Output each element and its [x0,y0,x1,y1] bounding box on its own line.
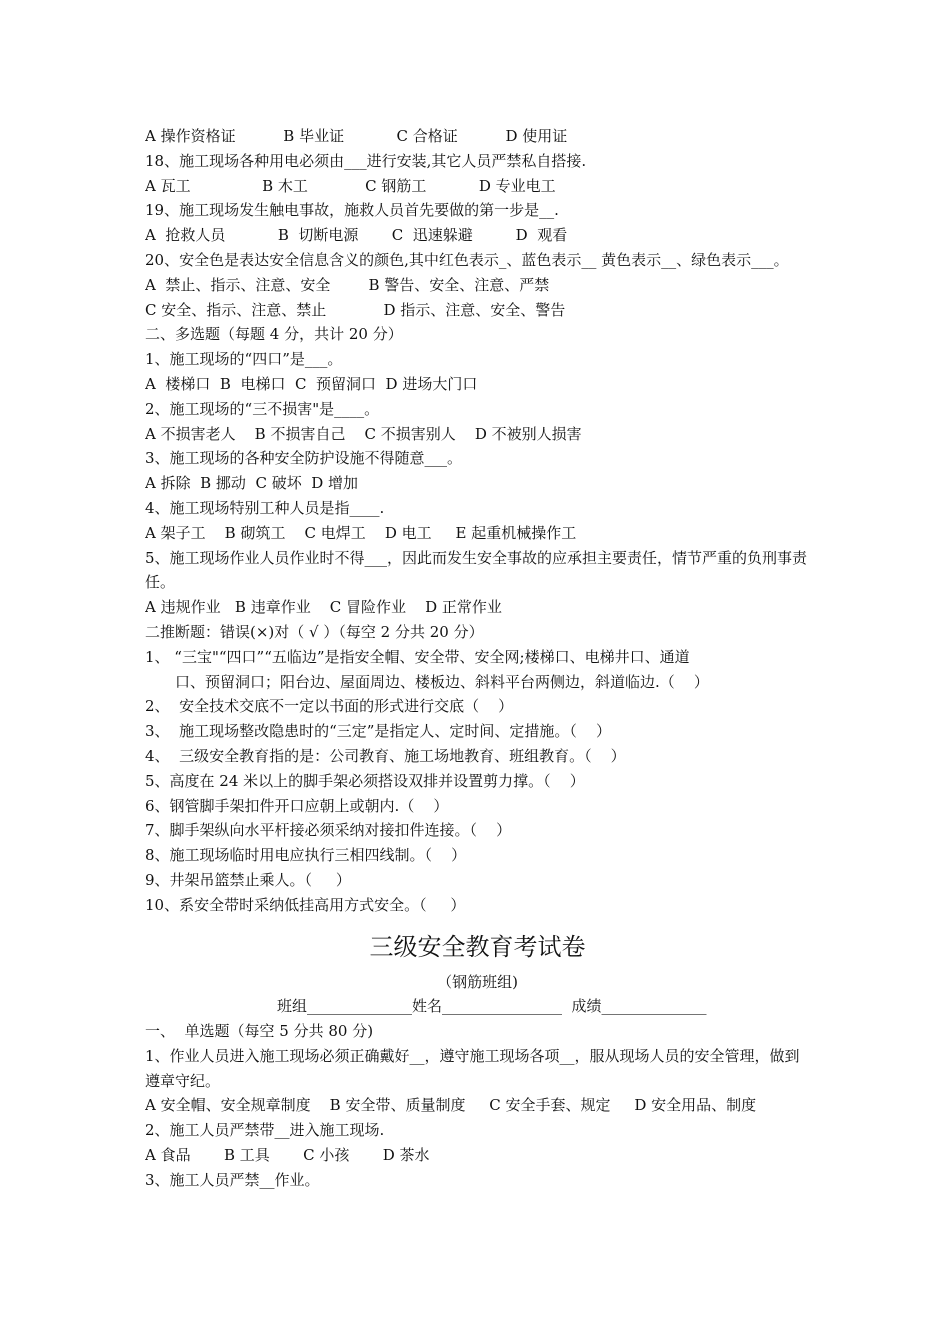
text-line: 1、施工现场的“四口”是___。 [145,350,343,369]
exam-title: 三级安全教育考试卷 [369,932,586,961]
text-line: A 瓦工 B 木工 C 钢筋工 D 专业电工 [145,176,556,195]
text-line: A 禁止、指示、注意、安全 B 警告、安全、注意、严禁 [145,275,550,294]
text-line: A 抢救人员 B 切断电源 C 迅速躲避 D 观看 [145,226,568,245]
text-line: 3、 施工现场整改隐患时的“三定”是指定人、定时间、定措施。（ ） [145,722,611,741]
document-page [145,124,810,1193]
text-line: 18、施工现场各种用电必须由___进行安装,其它人员严禁私自搭接. [145,151,587,170]
text-line: 1、作业人员进入施工现场必须正确戴好__，遵守施工现场各项__，服从现场人员的安全管理，做到遵章守纪。 [145,1046,800,1090]
text-line: 7、脚手架纵向水平杆接必须采纳对接扣件连接。（ ） [145,821,512,840]
student-info-line: 班组______________姓名________________ 成绩______________ [277,997,707,1016]
text-line: 6、钢管脚手架扣件开口应朝上或朝内.（ ） [145,796,449,815]
exam-questions-continued [145,124,810,918]
exam-subtitle: （钢筋班组) [437,972,518,991]
text-line: C 安全、指示、注意、禁止 D 指示、注意、安全、警告 [145,300,566,319]
text-line: 3、施工现场的各种安全防护设施不得随意___。 [145,449,463,468]
text-line: 一、 单选题（每空 5 分共 80 分) [145,1022,374,1041]
text-line: A 不损害老人 B 不损害自己 C 不损害别人 D 不被别人损害 [145,424,582,443]
text-line: 4、施工现场特别工种人员是指____. [145,498,385,517]
text-line: 二、多选题（每题 4 分，共计 20 分） [145,325,403,344]
text-line: 口、预留洞口；阳台边、屋面周边、楼板边、斜料平台两侧边，斜道临边.（ ） [175,672,709,691]
text-line: A 楼梯口 B 电梯口 C 预留洞口 D 进场大门口 [145,374,478,393]
text-line: A 拆除 B 挪动 C 破坏 D 增加 [145,474,359,493]
text-line: A 违规作业 B 违章作业 C 冒险作业 D 正常作业 [145,598,502,617]
text-line: A 操作资格证 B 毕业证 C 合格证 D 使用证 [145,127,568,145]
text-line: 2、施工人员严禁带__进入施工现场. [145,1121,385,1140]
text-line: 9、井架吊篮禁止乘人。（ ） [145,870,351,889]
text-line: 20、安全色是表达安全信息含义的颜色,其中红色表示_、蓝色表示__ 黄色表示__、绿色表示___。 [145,250,789,269]
text-line: 10、系安全带时采纳低挂高用方式安全。（ ） [145,895,466,914]
text-line: 2、 安全技术交底不一定以书面的形式进行交底（ ） [145,697,514,716]
text-line: 4、 三级安全教育指的是：公司教育、施工场地教育、班组教育。（ ） [145,746,626,765]
text-line: A 食品 B 工具 C 小孩 D 茶水 [145,1146,430,1165]
text-line: A 安全帽、安全规章制度 B 安全带、质量制度 C 安全手套、规定 D 安全用品、制度 [145,1096,757,1115]
text-line: 二推断题：错误(×)对（ √ ）（每空 2 分共 20 分） [145,622,484,641]
text-line: 5、施工现场作业人员作业时不得___，因此而发生安全事故的应承担主要责任，情节严重的负刑事责任。 [145,548,808,592]
text-line: A 架子工 B 砌筑工 C 电焊工 D 电工 E 起重机械操作工 [145,523,577,542]
text-line: 8、施工现场临时用电应执行三相四线制。（ ） [145,846,467,865]
text-line: 3、施工人员严禁__作业。 [145,1170,320,1189]
text-line: 2、施工现场的“三不损害"是____。 [145,399,380,418]
text-line: 1、 “三宝"“四口”“五临边”是指安全帽、安全带、安全网;楼梯口、电梯井口、通道 [145,647,690,666]
text-line: 19、施工现场发生触电事故，施救人员首先要做的第一步是__. [145,201,559,220]
exam-questions [145,1019,810,1193]
text-line: 5、高度在 24 米以上的脚手架必须搭设双排并设置剪力撑。（ ） [145,771,585,790]
